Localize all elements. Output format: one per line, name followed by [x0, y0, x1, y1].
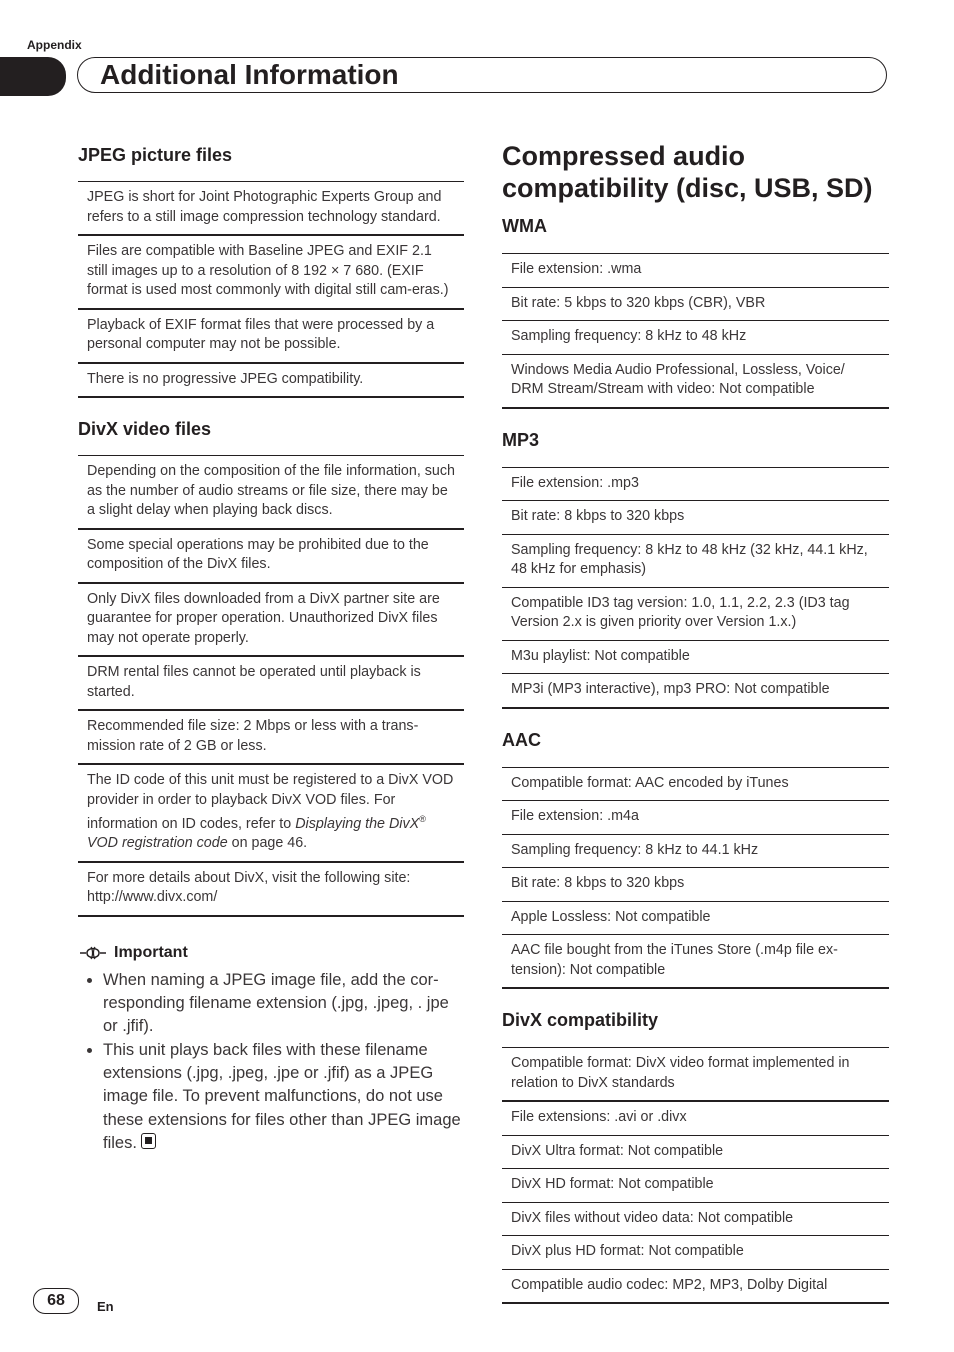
- important-heading: [78, 943, 464, 963]
- section-tab-marker: [0, 57, 66, 96]
- table-row: There is no progressive JPEG compatibility.: [78, 362, 464, 397]
- table-row: Sampling frequency: 8 kHz to 48 kHz (32 kHz, 44.1 kHz, 48 kHz for emphasis): [502, 534, 889, 587]
- id-row-text: The ID code of this unit must be registered to a DivX VOD provider in order to playback DivX VOD files. For information on ID codes, refer to: [87, 772, 454, 832]
- table-row: JPEG is short for Joint Photographic Experts Group and refers to a still image compression technology standard.: [87, 189, 442, 225]
- divx-compat-heading: DivX compatibility: [502, 1010, 659, 1030]
- table-row: DivX files without video data: Not compatible: [502, 1202, 889, 1236]
- table-row: File extension: .mp3: [511, 474, 639, 491]
- table-row: For more details about DivX, visit the following site: http://www.divx.com/: [78, 861, 464, 915]
- mp3-table: [502, 467, 889, 709]
- aac-table: [502, 767, 889, 990]
- table-row: DivX plus HD format: Not compatible: [502, 1235, 889, 1269]
- table-row: Depending on the composition of the file information, such as the number of audio streams or file size, there may be a slight delay when playing back discs.: [87, 463, 455, 518]
- table-row: Compatible format: AAC encoded by iTunes: [511, 774, 789, 791]
- table-row: File extension: .wma: [511, 261, 642, 277]
- table-row: DivX HD format: Not compatible: [502, 1168, 889, 1202]
- table-row: File extensions: .avi or .divx: [502, 1100, 889, 1135]
- wma-heading: WMA: [502, 216, 547, 236]
- mp3-heading: MP3: [502, 429, 540, 450]
- table-row: File extension: .m4a: [502, 800, 889, 834]
- table-row: Apple Lossless: Not compatible: [502, 901, 889, 935]
- table-row: Windows Media Audio Professional, Lossless, Voice/ DRM Stream/Stream with video: Not compatible: [502, 354, 889, 407]
- title-bar: [77, 57, 887, 93]
- important-list: [78, 969, 464, 1155]
- left-column: [78, 140, 464, 1155]
- table-row: Files are compatible with Baseline JPEG and EXIF 2.1 still images up to a resolution of 8 192 × 7 680. (EXIF format is used most commonly with digital still cam-eras.): [78, 234, 464, 308]
- table-row: Compatible ID3 tag version: 1.0, 1.1, 2.2, 2.3 (ID3 tag Version 2.x is given priority over Version 1.x.): [502, 587, 889, 640]
- table-row: AAC file bought from the iTunes Store (.m4p file ex-tension): Not compatible: [502, 934, 889, 987]
- table-row: Bit rate: 8 kbps to 320 kbps: [502, 500, 889, 534]
- jpeg-table: [78, 181, 464, 398]
- wma-table: [502, 253, 889, 409]
- list-item: • When naming a JPEG image file, add the cor-responding filename extension (.jpg, .jpeg, . jpe or .jfif).: [103, 969, 464, 1039]
- table-row: DivX Ultra format: Not compatible: [502, 1135, 889, 1169]
- divx-heading: DivX video files: [78, 419, 212, 439]
- important-label: Important: [114, 943, 188, 961]
- page-number: 68: [33, 1288, 79, 1314]
- table-row: Some special operations may be prohibited due to the composition of the DivX files.: [78, 528, 464, 582]
- list-item: • This unit plays back files with these filename extensions (.jpg, .jpeg, .jpe or .jfif) as a JPEG image file. To prevent malfunctions, do not use these extensions for files other than JPEG image files.: [103, 1039, 464, 1155]
- table-row: Only DivX files downloaded from a DivX partner site are guarantee for proper operation. Unauthorized DivX files may not operate properly.: [78, 582, 464, 656]
- table-row: M3u playlist: Not compatible: [502, 640, 889, 674]
- table-row: Sampling frequency: 8 kHz to 44.1 kHz: [502, 834, 889, 868]
- important-note-icon: [78, 943, 108, 963]
- table-row: Compatible format: DivX video format implemented in relation to DivX standards: [511, 1055, 850, 1091]
- divx-compat-table: [502, 1047, 889, 1304]
- divx-reg-link[interactable]: Displaying the DivX® VOD registration code: [87, 814, 426, 852]
- language-code: En: [97, 1299, 114, 1314]
- right-column: [502, 140, 889, 1304]
- jpeg-heading: JPEG picture files: [78, 145, 233, 165]
- table-row: MP3i (MP3 interactive), mp3 PRO: Not compatible: [502, 673, 889, 707]
- table-row: Bit rate: 8 kbps to 320 kbps: [502, 867, 889, 901]
- end-mark-icon: [141, 1133, 156, 1149]
- table-row: Compatible audio codec: MP2, MP3, Dolby Digital: [502, 1269, 889, 1303]
- aac-heading: AAC: [502, 729, 541, 750]
- table-row: Playback of EXIF format files that were processed by a personal computer may not be possible.: [78, 308, 464, 362]
- table-row: Recommended file size: 2 Mbps or less with a trans-mission rate of 2 GB or less.: [78, 709, 464, 763]
- table-row: Bit rate: 5 kbps to 320 kbps (CBR), VBR: [502, 287, 889, 321]
- page-title: Additional Information: [100, 59, 399, 90]
- divx-table: [78, 455, 464, 917]
- audio-compat-title: Compressed audio compatibility (disc, USB, SD): [502, 141, 873, 203]
- table-row: [78, 763, 464, 861]
- table-row: Sampling frequency: 8 kHz to 48 kHz: [502, 320, 889, 354]
- table-row: DRM rental files cannot be operated until playback is started.: [78, 655, 464, 709]
- section-label: Appendix: [27, 38, 82, 52]
- id-row-page: on page 46.: [227, 835, 308, 852]
